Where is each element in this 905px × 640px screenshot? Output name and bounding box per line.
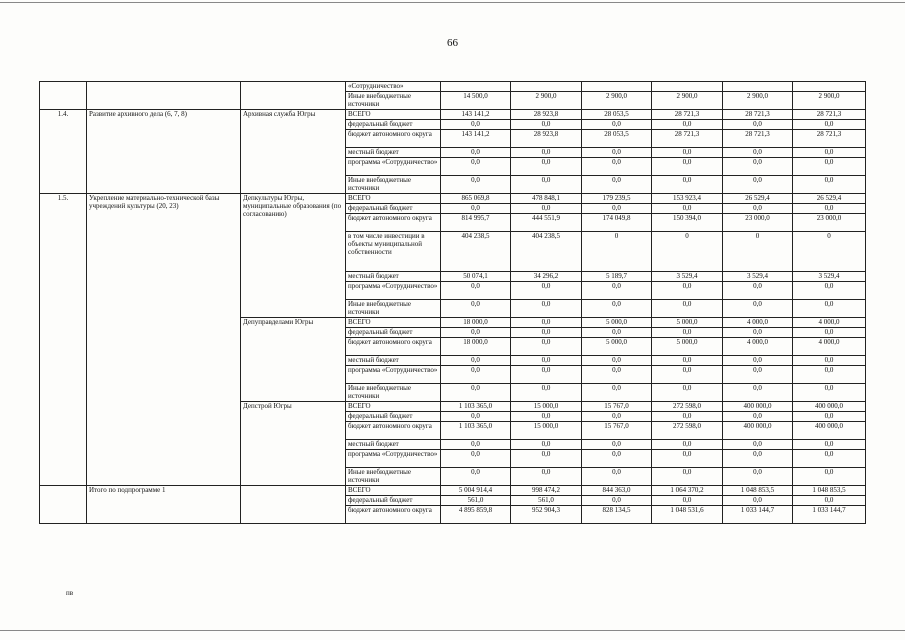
amount-cell: 404 238,5 xyxy=(441,232,511,272)
amount-cell xyxy=(511,82,582,92)
funding-source: программа «Сотрудничество» xyxy=(346,158,441,176)
amount-cell: 0,0 xyxy=(582,148,652,158)
amount-cell: 0,0 xyxy=(582,204,652,214)
amount-cell: 14 500,0 xyxy=(441,92,511,110)
executor: Депстрой Югры xyxy=(241,402,346,486)
amount-cell: 0,0 xyxy=(511,158,582,176)
amount-cell: 0,0 xyxy=(441,282,511,300)
amount-cell: 4 000,0 xyxy=(723,318,793,328)
amount-cell: 0,0 xyxy=(723,148,793,158)
amount-cell: 952 904,3 xyxy=(511,506,582,524)
scan-edge-top xyxy=(0,2,905,3)
funding-source: программа «Сотрудничество» xyxy=(346,450,441,468)
amount-cell: 0,0 xyxy=(652,176,723,194)
funding-source: бюджет автономного округа xyxy=(346,422,441,440)
measure-name: Развитие архивного дела (6, 7, 8) xyxy=(87,110,241,194)
amount-cell: 400 000,0 xyxy=(723,402,793,412)
executor: Депуправделами Югры xyxy=(241,318,346,402)
amount-cell: 0,0 xyxy=(582,328,652,338)
table-row xyxy=(40,110,866,120)
amount-cell: 0,0 xyxy=(441,204,511,214)
amount-cell: 272 598,0 xyxy=(652,402,723,412)
amount-cell: 0,0 xyxy=(723,496,793,506)
amount-cell: 2 900,0 xyxy=(511,92,582,110)
amount-cell: 0,0 xyxy=(511,318,582,328)
amount-cell: 5 000,0 xyxy=(582,318,652,328)
amount-cell: 143 141,2 xyxy=(441,130,511,148)
executor xyxy=(241,486,346,524)
amount-cell: 0 xyxy=(793,232,866,272)
executor: Архивная служба Югры xyxy=(241,110,346,194)
amount-cell: 404 238,5 xyxy=(511,232,582,272)
amount-cell: 0,0 xyxy=(582,440,652,450)
amount-cell: 2 900,0 xyxy=(652,92,723,110)
amount-cell: 561,0 xyxy=(511,496,582,506)
amount-cell: 0,0 xyxy=(582,300,652,318)
funding-source: программа «Сотрудничество» xyxy=(346,282,441,300)
amount-cell: 0,0 xyxy=(793,300,866,318)
amount-cell: 0,0 xyxy=(652,158,723,176)
amount-cell: 828 134,5 xyxy=(582,506,652,524)
budget-table xyxy=(39,81,866,524)
amount-cell: 0,0 xyxy=(511,384,582,402)
table-row xyxy=(40,194,866,204)
amount-cell: 0,0 xyxy=(723,450,793,468)
amount-cell: 50 074,1 xyxy=(441,272,511,282)
amount-cell: 28 721,3 xyxy=(793,110,866,120)
amount-cell: 0,0 xyxy=(652,328,723,338)
amount-cell: 0,0 xyxy=(511,468,582,486)
amount-cell: 0,0 xyxy=(511,148,582,158)
amount-cell: 1 064 370,2 xyxy=(652,486,723,496)
amount-cell: 26 529,4 xyxy=(723,194,793,204)
amount-cell: 865 069,8 xyxy=(441,194,511,204)
amount-cell: 5 000,0 xyxy=(582,338,652,356)
amount-cell: 0,0 xyxy=(652,412,723,422)
amount-cell: 0,0 xyxy=(511,282,582,300)
amount-cell: 0,0 xyxy=(582,120,652,130)
amount-cell xyxy=(582,82,652,92)
row-number: 1.5. xyxy=(40,194,87,486)
funding-source: ВСЕГО xyxy=(346,194,441,204)
table-row xyxy=(40,486,866,496)
amount-cell: 15 767,0 xyxy=(582,402,652,412)
page-number: 66 xyxy=(447,37,458,49)
funding-source: программа «Сотрудничество» xyxy=(346,366,441,384)
amount-cell: 0,0 xyxy=(441,120,511,130)
funding-source: федеральный бюджет xyxy=(346,120,441,130)
amount-cell: 0,0 xyxy=(582,412,652,422)
amount-cell: 28 923,8 xyxy=(511,110,582,120)
amount-cell: 5 189,7 xyxy=(582,272,652,282)
amount-cell: 3 529,4 xyxy=(793,272,866,282)
amount-cell: 5 000,0 xyxy=(652,318,723,328)
amount-cell: 34 296,2 xyxy=(511,272,582,282)
funding-source: бюджет автономного округа xyxy=(346,506,441,524)
amount-cell: 0,0 xyxy=(723,120,793,130)
amount-cell: 0,0 xyxy=(793,366,866,384)
amount-cell: 0,0 xyxy=(723,282,793,300)
amount-cell: 0,0 xyxy=(441,148,511,158)
amount-cell: 0,0 xyxy=(793,496,866,506)
executor xyxy=(241,82,346,110)
amount-cell: 0,0 xyxy=(511,356,582,366)
measure-name: Итого по подпрограмме 1 xyxy=(87,486,241,524)
amount-cell: 0,0 xyxy=(511,450,582,468)
amount-cell: 0,0 xyxy=(582,384,652,402)
amount-cell xyxy=(441,82,511,92)
amount-cell: 0,0 xyxy=(511,338,582,356)
amount-cell: 28 053,5 xyxy=(582,130,652,148)
amount-cell: 561,0 xyxy=(441,496,511,506)
amount-cell: 0,0 xyxy=(723,366,793,384)
amount-cell: 814 995,7 xyxy=(441,214,511,232)
amount-cell: 0,0 xyxy=(652,366,723,384)
amount-cell: 0,0 xyxy=(441,366,511,384)
amount-cell: 0,0 xyxy=(511,120,582,130)
amount-cell: 444 551,9 xyxy=(511,214,582,232)
amount-cell: 478 848,1 xyxy=(511,194,582,204)
amount-cell: 4 000,0 xyxy=(793,318,866,328)
amount-cell: 400 000,0 xyxy=(793,402,866,412)
amount-cell: 18 000,0 xyxy=(441,318,511,328)
funding-source: местный бюджет xyxy=(346,440,441,450)
amount-cell: 0,0 xyxy=(723,176,793,194)
funding-source: Иные внебюджетные источники xyxy=(346,468,441,486)
amount-cell: 0,0 xyxy=(793,440,866,450)
amount-cell: 0,0 xyxy=(723,384,793,402)
amount-cell: 153 923,4 xyxy=(652,194,723,204)
funding-source: федеральный бюджет xyxy=(346,204,441,214)
row-number: 1.4. xyxy=(40,110,87,194)
amount-cell: 4 000,0 xyxy=(793,338,866,356)
funding-source: местный бюджет xyxy=(346,356,441,366)
amount-cell: 174 049,8 xyxy=(582,214,652,232)
amount-cell: 0,0 xyxy=(511,328,582,338)
measure-name xyxy=(87,82,241,110)
amount-cell: 28 923,8 xyxy=(511,130,582,148)
amount-cell: 0,0 xyxy=(511,176,582,194)
amount-cell: 3 529,4 xyxy=(723,272,793,282)
funding-source: Иные внебюджетные источники xyxy=(346,176,441,194)
amount-cell: 998 474,2 xyxy=(511,486,582,496)
amount-cell: 0,0 xyxy=(582,158,652,176)
amount-cell: 0,0 xyxy=(441,450,511,468)
amount-cell: 3 529,4 xyxy=(652,272,723,282)
amount-cell: 0,0 xyxy=(511,366,582,384)
funding-source: федеральный бюджет xyxy=(346,496,441,506)
amount-cell xyxy=(793,82,866,92)
funding-source: бюджет автономного округа xyxy=(346,338,441,356)
amount-cell: 0,0 xyxy=(793,158,866,176)
amount-cell: 0,0 xyxy=(652,440,723,450)
amount-cell: 0,0 xyxy=(441,412,511,422)
scan-edge-bottom xyxy=(0,630,905,631)
amount-cell: 0,0 xyxy=(723,440,793,450)
amount-cell: 0,0 xyxy=(652,300,723,318)
amount-cell: 15 000,0 xyxy=(511,402,582,412)
amount-cell: 0,0 xyxy=(652,356,723,366)
amount-cell: 0,0 xyxy=(793,450,866,468)
amount-cell: 0,0 xyxy=(582,496,652,506)
amount-cell: 0,0 xyxy=(652,204,723,214)
amount-cell: 0,0 xyxy=(793,412,866,422)
amount-cell: 5 004 914,4 xyxy=(441,486,511,496)
amount-cell: 28 721,3 xyxy=(723,130,793,148)
amount-cell: 1 048 531,6 xyxy=(652,506,723,524)
amount-cell: 0,0 xyxy=(511,300,582,318)
amount-cell: 0,0 xyxy=(441,440,511,450)
funding-source: Иные внебюджетные источники xyxy=(346,300,441,318)
amount-cell: 0,0 xyxy=(441,468,511,486)
amount-cell: 1 103 365,0 xyxy=(441,422,511,440)
amount-cell: 0,0 xyxy=(793,204,866,214)
amount-cell: 0,0 xyxy=(652,384,723,402)
funding-source: ВСЕГО xyxy=(346,318,441,328)
amount-cell: 0,0 xyxy=(723,158,793,176)
row-number xyxy=(40,486,87,524)
amount-cell: 400 000,0 xyxy=(723,422,793,440)
amount-cell: 5 000,0 xyxy=(652,338,723,356)
funding-source: ВСЕГО xyxy=(346,486,441,496)
amount-cell: 0,0 xyxy=(793,384,866,402)
amount-cell: 179 239,5 xyxy=(582,194,652,204)
executor: Депкультуры Югры, муниципальные образования (по согласованию) xyxy=(241,194,346,318)
amount-cell: 0,0 xyxy=(511,204,582,214)
amount-cell: 28 721,3 xyxy=(723,110,793,120)
amount-cell: 0,0 xyxy=(793,328,866,338)
amount-cell: 28 721,3 xyxy=(793,130,866,148)
amount-cell: 1 048 853,5 xyxy=(723,486,793,496)
amount-cell: 0,0 xyxy=(793,356,866,366)
funding-source: бюджет автономного округа xyxy=(346,214,441,232)
amount-cell: 844 363,0 xyxy=(582,486,652,496)
amount-cell: 28 053,5 xyxy=(582,110,652,120)
amount-cell: 0,0 xyxy=(511,412,582,422)
amount-cell: 0,0 xyxy=(652,282,723,300)
amount-cell: 28 721,3 xyxy=(652,110,723,120)
amount-cell: 0,0 xyxy=(723,468,793,486)
amount-cell: 0,0 xyxy=(511,440,582,450)
funding-source: местный бюджет xyxy=(346,272,441,282)
amount-cell: 0,0 xyxy=(652,148,723,158)
amount-cell: 0,0 xyxy=(582,450,652,468)
amount-cell xyxy=(652,82,723,92)
amount-cell: 150 394,0 xyxy=(652,214,723,232)
amount-cell: 18 000,0 xyxy=(441,338,511,356)
measure-name: Укрепление материально-технической базы учреждений культуры (20, 23) xyxy=(87,194,241,486)
amount-cell: 0,0 xyxy=(793,468,866,486)
funding-source: ВСЕГО xyxy=(346,402,441,412)
row-number xyxy=(40,82,87,110)
amount-cell xyxy=(723,82,793,92)
amount-cell: 0,0 xyxy=(723,204,793,214)
amount-cell: 1 103 365,0 xyxy=(441,402,511,412)
funding-source: ВСЕГО xyxy=(346,110,441,120)
amount-cell: 2 900,0 xyxy=(582,92,652,110)
amount-cell: 0 xyxy=(582,232,652,272)
amount-cell: 0 xyxy=(652,232,723,272)
amount-cell: 0,0 xyxy=(441,158,511,176)
amount-cell: 28 721,3 xyxy=(652,130,723,148)
budget-table-body xyxy=(40,82,866,524)
amount-cell: 272 598,0 xyxy=(652,422,723,440)
amount-cell: 143 141,2 xyxy=(441,110,511,120)
amount-cell: 0,0 xyxy=(582,282,652,300)
funding-source: в том числе инвестиции в объекты муниципальной собственности xyxy=(346,232,441,272)
amount-cell: 0,0 xyxy=(793,176,866,194)
amount-cell: 1 048 853,5 xyxy=(793,486,866,496)
amount-cell: 0,0 xyxy=(652,468,723,486)
amount-cell: 0,0 xyxy=(793,282,866,300)
amount-cell: 0,0 xyxy=(723,328,793,338)
amount-cell: 0,0 xyxy=(652,450,723,468)
amount-cell: 0,0 xyxy=(582,356,652,366)
amount-cell: 0,0 xyxy=(582,366,652,384)
amount-cell: 0,0 xyxy=(793,148,866,158)
amount-cell: 400 000,0 xyxy=(793,422,866,440)
amount-cell: 0,0 xyxy=(723,300,793,318)
amount-cell: 15 000,0 xyxy=(511,422,582,440)
amount-cell: 0,0 xyxy=(652,496,723,506)
amount-cell: 0,0 xyxy=(441,384,511,402)
amount-cell: 1 033 144,7 xyxy=(723,506,793,524)
amount-cell: 2 900,0 xyxy=(723,92,793,110)
amount-cell: 23 000,0 xyxy=(793,214,866,232)
amount-cell: 0,0 xyxy=(582,176,652,194)
funding-source: бюджет автономного округа xyxy=(346,130,441,148)
amount-cell: 4 000,0 xyxy=(723,338,793,356)
amount-cell: 2 900,0 xyxy=(793,92,866,110)
amount-cell: 0,0 xyxy=(441,356,511,366)
funding-source: Иные внебюджетные источники xyxy=(346,92,441,110)
funding-source: местный бюджет xyxy=(346,148,441,158)
amount-cell: 0 xyxy=(723,232,793,272)
amount-cell: 0,0 xyxy=(723,356,793,366)
table-row xyxy=(40,82,866,92)
amount-cell: 0,0 xyxy=(652,120,723,130)
amount-cell: 1 033 144,7 xyxy=(793,506,866,524)
amount-cell: 0,0 xyxy=(793,120,866,130)
amount-cell: 23 000,0 xyxy=(723,214,793,232)
amount-cell: 15 767,0 xyxy=(582,422,652,440)
amount-cell: 0,0 xyxy=(723,412,793,422)
funding-source: федеральный бюджет xyxy=(346,412,441,422)
amount-cell: 26 529,4 xyxy=(793,194,866,204)
amount-cell: 0,0 xyxy=(582,468,652,486)
amount-cell: 0,0 xyxy=(441,176,511,194)
funding-source: «Сотрудничество» xyxy=(346,82,441,92)
amount-cell: 0,0 xyxy=(441,300,511,318)
funding-source: федеральный бюджет xyxy=(346,328,441,338)
funding-source: Иные внебюджетные источники xyxy=(346,384,441,402)
amount-cell: 4 895 859,8 xyxy=(441,506,511,524)
footer-mark: пв xyxy=(66,589,74,597)
amount-cell: 0,0 xyxy=(441,328,511,338)
